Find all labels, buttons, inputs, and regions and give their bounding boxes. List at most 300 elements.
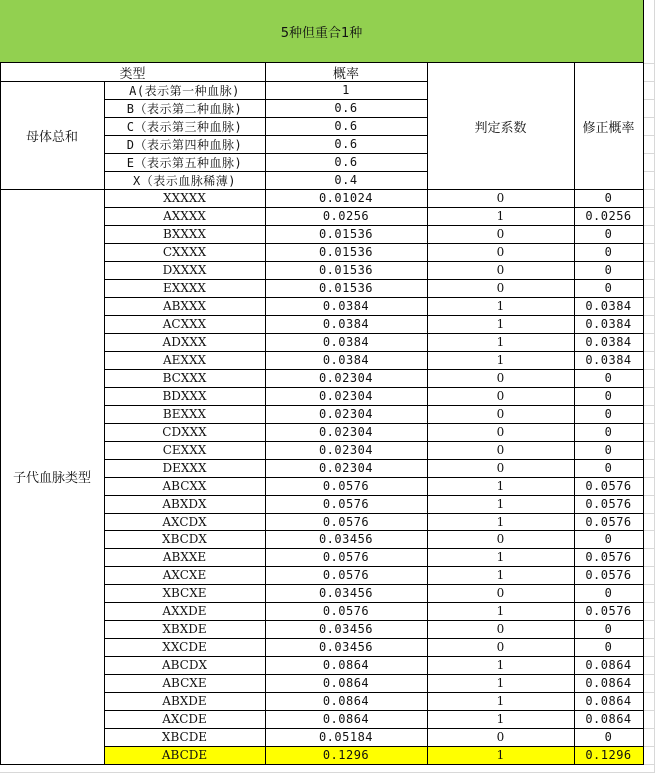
child-corrected[interactable] xyxy=(574,584,643,602)
grid-line xyxy=(643,584,655,585)
child-corrected-text: 0 xyxy=(604,532,613,546)
child-corrected-text: 0 xyxy=(604,407,613,421)
grid-line xyxy=(643,656,655,657)
child-probability-text: 0.02304 xyxy=(318,407,374,421)
child-probability-text: 0.02304 xyxy=(318,389,374,403)
child-probability-text: 0.0864 xyxy=(322,712,370,726)
child-corrected[interactable] xyxy=(574,638,643,656)
cell-border xyxy=(104,333,644,334)
child-corrected[interactable] xyxy=(574,548,643,566)
grid-line xyxy=(643,153,655,154)
title-cell[interactable] xyxy=(0,0,643,62)
child-probability-text: 0.03456 xyxy=(318,532,374,546)
child-type[interactable] xyxy=(104,459,265,477)
grid-line xyxy=(643,620,655,621)
child-probability-text: 0.0576 xyxy=(322,479,370,493)
parent-probability[interactable] xyxy=(265,171,427,189)
child-type[interactable] xyxy=(104,495,265,513)
child-corrected[interactable] xyxy=(574,530,643,548)
child-type[interactable] xyxy=(104,656,265,674)
child-type[interactable] xyxy=(104,261,265,279)
cell-border xyxy=(104,225,644,226)
child-corrected[interactable] xyxy=(574,656,643,674)
child-corrected[interactable] xyxy=(574,261,643,279)
grid-line xyxy=(643,692,655,693)
child-probability-text: 0.0576 xyxy=(322,514,370,529)
child-judge-text: 1 xyxy=(496,209,505,223)
child-corrected-text: 0.0384 xyxy=(585,353,632,367)
child-probability[interactable] xyxy=(265,656,427,674)
child-judge-text: 0 xyxy=(496,407,505,421)
child-probability[interactable] xyxy=(265,602,427,620)
cell-border xyxy=(104,387,644,388)
child-judge[interactable] xyxy=(427,620,574,638)
child-corrected-text: 0 xyxy=(604,245,613,259)
child-judge[interactable] xyxy=(427,638,574,656)
cell-border xyxy=(104,405,644,406)
child-judge[interactable] xyxy=(427,530,574,548)
child-judge-text: 1 xyxy=(496,353,505,367)
child-type-text: EXXXX xyxy=(163,281,206,295)
child-judge[interactable] xyxy=(427,674,574,692)
child-type[interactable] xyxy=(104,602,265,620)
child-probability[interactable] xyxy=(265,225,427,243)
cell-border xyxy=(104,584,644,585)
child-probability-text: 0.02304 xyxy=(318,461,374,475)
parent-type[interactable] xyxy=(104,171,265,189)
child-type[interactable] xyxy=(104,530,265,548)
parent-probability[interactable] xyxy=(265,117,427,135)
parent-type[interactable] xyxy=(104,153,265,171)
child-judge[interactable] xyxy=(427,566,574,584)
child-type[interactable] xyxy=(104,513,265,530)
child-type[interactable] xyxy=(104,746,265,764)
child-group-label-text: 子代血脉类型 xyxy=(12,471,91,486)
child-judge[interactable] xyxy=(427,692,574,710)
child-probability[interactable] xyxy=(265,459,427,477)
child-type[interactable] xyxy=(104,620,265,638)
child-type-text: XBCDE xyxy=(161,730,208,744)
child-corrected[interactable] xyxy=(574,369,643,387)
child-type-text: ACXXX xyxy=(162,317,207,331)
child-corrected[interactable] xyxy=(574,441,643,459)
child-probability-text: 0.0864 xyxy=(322,658,370,672)
cell-border xyxy=(104,243,644,244)
child-type-text: CDXXX xyxy=(162,425,207,439)
grid-line xyxy=(643,710,655,711)
parent-type[interactable] xyxy=(104,81,265,99)
child-probability[interactable] xyxy=(265,243,427,261)
child-type[interactable] xyxy=(104,333,265,351)
child-judge-text: 1 xyxy=(496,299,505,313)
child-corrected[interactable] xyxy=(574,423,643,441)
child-judge[interactable] xyxy=(427,459,574,477)
child-judge-text: 0 xyxy=(496,532,505,546)
header-corrected-text: 修正概率 xyxy=(582,120,635,136)
child-probability-text: 0.05184 xyxy=(318,730,374,744)
child-judge-text: 1 xyxy=(496,658,505,672)
parent-group-label[interactable] xyxy=(0,81,104,189)
child-corrected-text: 0.0864 xyxy=(585,712,632,726)
child-type[interactable] xyxy=(104,710,265,728)
grid-line xyxy=(643,495,655,496)
child-judge-text: 1 xyxy=(496,676,505,690)
child-type-text: ABCDX xyxy=(161,658,208,672)
child-judge[interactable] xyxy=(427,369,574,387)
header-type[interactable] xyxy=(0,63,265,81)
grid-line xyxy=(643,63,655,64)
child-probability[interactable] xyxy=(265,279,427,297)
child-judge-text: 0 xyxy=(496,461,505,475)
child-probability-text: 0.01536 xyxy=(318,245,374,259)
grid-line xyxy=(643,243,655,244)
child-type-text: CXXXX xyxy=(162,245,207,259)
child-corrected-text: 0 xyxy=(604,730,613,744)
grid-line xyxy=(643,764,655,765)
child-judge[interactable] xyxy=(427,513,574,530)
cell-border xyxy=(104,728,644,729)
parent-group-label-text: 母体总和 xyxy=(25,129,78,145)
child-probability[interactable] xyxy=(265,351,427,369)
child-probability[interactable] xyxy=(265,315,427,333)
child-probability[interactable] xyxy=(265,620,427,638)
child-type[interactable] xyxy=(104,548,265,566)
grid-line xyxy=(643,566,655,567)
cell-border xyxy=(104,692,644,693)
child-judge-text: 0 xyxy=(496,443,505,457)
parent-probability-text: 0.6 xyxy=(334,155,358,169)
child-judge-text: 0 xyxy=(496,730,505,744)
cell-border xyxy=(104,369,644,370)
grid-line xyxy=(643,171,655,172)
child-type[interactable] xyxy=(104,477,265,495)
cell-border xyxy=(427,62,428,765)
child-corrected[interactable] xyxy=(574,387,643,405)
child-type[interactable] xyxy=(104,297,265,315)
child-probability-text: 0.0576 xyxy=(322,568,370,582)
grid-line xyxy=(643,638,655,639)
child-probability[interactable] xyxy=(265,477,427,495)
child-judge[interactable] xyxy=(427,225,574,243)
child-judge-text: 1 xyxy=(496,604,505,618)
cell-border xyxy=(104,207,644,208)
parent-probability[interactable] xyxy=(265,153,427,171)
child-type-text: XBCDX xyxy=(162,532,207,546)
child-type[interactable] xyxy=(104,728,265,746)
child-type[interactable] xyxy=(104,387,265,405)
child-corrected[interactable] xyxy=(574,566,643,584)
grid-line xyxy=(643,405,655,406)
child-probability[interactable] xyxy=(265,513,427,530)
child-probability-text: 0.0384 xyxy=(322,299,370,313)
child-probability-text: 0.0384 xyxy=(322,353,370,367)
child-judge[interactable] xyxy=(427,441,574,459)
child-type-text: XBXDE xyxy=(162,622,207,636)
child-judge[interactable] xyxy=(427,261,574,279)
grid-line xyxy=(643,99,655,100)
parent-probability[interactable] xyxy=(265,135,427,153)
child-probability[interactable] xyxy=(265,746,427,764)
child-corrected[interactable] xyxy=(574,351,643,369)
grid-line xyxy=(643,674,655,675)
child-judge-text: 0 xyxy=(496,281,505,295)
child-probability[interactable] xyxy=(265,441,427,459)
parent-probability-text: 0.4 xyxy=(334,173,358,187)
child-corrected-text: 0.0576 xyxy=(585,497,632,511)
child-judge[interactable] xyxy=(427,710,574,728)
child-corrected-text: 0 xyxy=(604,227,613,241)
child-probability[interactable] xyxy=(265,333,427,351)
child-judge[interactable] xyxy=(427,548,574,566)
child-corrected[interactable] xyxy=(574,728,643,746)
child-corrected[interactable] xyxy=(574,405,643,423)
grid-line xyxy=(643,746,655,747)
child-judge[interactable] xyxy=(427,423,574,441)
child-judge-text: 0 xyxy=(496,640,505,654)
child-probability[interactable] xyxy=(265,710,427,728)
child-probability[interactable] xyxy=(265,495,427,513)
child-corrected[interactable] xyxy=(574,477,643,495)
child-type[interactable] xyxy=(104,692,265,710)
parent-probability-text: 0.6 xyxy=(334,137,358,151)
child-corrected[interactable] xyxy=(574,279,643,297)
child-probability-text: 0.0864 xyxy=(322,676,370,690)
child-corrected[interactable] xyxy=(574,459,643,477)
child-corrected[interactable] xyxy=(574,620,643,638)
cell-border xyxy=(0,62,1,765)
child-corrected-text: 0.0576 xyxy=(585,568,632,582)
grid-line xyxy=(643,513,655,514)
child-judge[interactable] xyxy=(427,495,574,513)
cell-border xyxy=(104,530,644,531)
child-judge-text: 1 xyxy=(496,694,505,708)
child-judge[interactable] xyxy=(427,351,574,369)
child-type-text: ABXXX xyxy=(162,299,207,313)
parent-type[interactable] xyxy=(104,135,265,153)
child-corrected[interactable] xyxy=(574,513,643,530)
child-corrected[interactable] xyxy=(574,189,643,207)
child-type[interactable] xyxy=(104,189,265,207)
child-probability[interactable] xyxy=(265,261,427,279)
cell-border xyxy=(104,746,644,747)
parent-probability[interactable] xyxy=(265,81,427,99)
grid-line xyxy=(643,261,655,262)
child-corrected-text: 0.0384 xyxy=(585,335,632,349)
grid-line xyxy=(643,441,655,442)
child-corrected-text: 0 xyxy=(604,586,613,600)
child-type[interactable] xyxy=(104,584,265,602)
child-type[interactable] xyxy=(104,369,265,387)
child-corrected-text: 0 xyxy=(604,425,613,439)
child-probability-text: 0.1296 xyxy=(322,748,370,762)
header-probability[interactable] xyxy=(265,63,427,81)
cell-border xyxy=(643,0,644,765)
child-type-text: AXXXX xyxy=(163,209,206,223)
child-judge[interactable] xyxy=(427,333,574,351)
parent-type-text: C（表示第三种血脉) xyxy=(126,119,243,134)
child-probability[interactable] xyxy=(265,548,427,566)
child-corrected-text: 0.0864 xyxy=(585,694,632,708)
child-judge[interactable] xyxy=(427,243,574,261)
child-judge[interactable] xyxy=(427,746,574,764)
child-type-text: ABXDX xyxy=(162,497,207,511)
parent-type[interactable] xyxy=(104,99,265,117)
child-corrected[interactable] xyxy=(574,692,643,710)
child-judge[interactable] xyxy=(427,189,574,207)
child-corrected[interactable] xyxy=(574,315,643,333)
parent-probability-text: 0.6 xyxy=(334,101,358,115)
child-corrected[interactable] xyxy=(574,333,643,351)
parent-type-text: A(表示第一种血脉) xyxy=(129,83,240,98)
child-corrected[interactable] xyxy=(574,225,643,243)
child-probability-text: 0.0864 xyxy=(322,694,370,708)
child-probability[interactable] xyxy=(265,369,427,387)
child-probability[interactable] xyxy=(265,423,427,441)
child-probability[interactable] xyxy=(265,297,427,315)
child-probability-text: 0.0384 xyxy=(322,317,370,331)
child-probability[interactable] xyxy=(265,387,427,405)
child-type-text: DEXXX xyxy=(162,461,207,475)
child-judge[interactable] xyxy=(427,387,574,405)
cell-border xyxy=(104,548,644,549)
grid-line xyxy=(643,548,655,549)
child-type[interactable] xyxy=(104,243,265,261)
child-corrected[interactable] xyxy=(574,243,643,261)
child-judge[interactable] xyxy=(427,728,574,746)
child-probability[interactable] xyxy=(265,189,427,207)
child-probability-text: 0.01536 xyxy=(318,263,374,277)
header-corrected[interactable] xyxy=(574,63,643,189)
parent-type[interactable] xyxy=(104,117,265,135)
child-probability[interactable] xyxy=(265,674,427,692)
child-type[interactable] xyxy=(104,405,265,423)
child-corrected-text: 0.0576 xyxy=(585,514,632,529)
cell-border xyxy=(104,638,644,639)
child-type[interactable] xyxy=(104,207,265,225)
child-type[interactable] xyxy=(104,441,265,459)
child-probability[interactable] xyxy=(265,405,427,423)
child-corrected-text: 0 xyxy=(604,191,613,205)
child-probability-text: 0.02304 xyxy=(318,371,374,385)
child-corrected-text: 0 xyxy=(604,640,613,654)
child-judge-text: 1 xyxy=(496,335,505,349)
parent-probability-text: 0.6 xyxy=(334,119,358,133)
child-probability-text: 0.0576 xyxy=(322,497,370,511)
child-judge[interactable] xyxy=(427,207,574,225)
grid-line xyxy=(643,225,655,226)
child-probability[interactable] xyxy=(265,207,427,225)
child-type[interactable] xyxy=(104,315,265,333)
child-corrected[interactable] xyxy=(574,674,643,692)
child-type-text: BXXXX xyxy=(163,227,206,241)
child-type[interactable] xyxy=(104,225,265,243)
cell-border xyxy=(574,62,575,765)
cell-border xyxy=(104,351,644,352)
child-type-text: AXCDX xyxy=(162,514,207,529)
child-judge[interactable] xyxy=(427,315,574,333)
child-probability-text: 0.0576 xyxy=(322,604,370,618)
child-type-text: ABXXE xyxy=(162,550,207,564)
child-judge[interactable] xyxy=(427,656,574,674)
cell-border xyxy=(0,62,644,63)
child-probability[interactable] xyxy=(265,638,427,656)
child-corrected-text: 0.1296 xyxy=(585,748,632,762)
child-corrected[interactable] xyxy=(574,207,643,225)
child-type[interactable] xyxy=(104,566,265,584)
cell-border xyxy=(104,135,428,136)
child-group-label[interactable] xyxy=(0,189,104,764)
parent-probability[interactable] xyxy=(265,99,427,117)
child-type-text: ABCXE xyxy=(162,676,207,690)
child-corrected-text: 0.0576 xyxy=(585,550,632,564)
child-corrected-text: 0 xyxy=(604,263,613,277)
grid-line xyxy=(643,315,655,316)
child-judge-text: 1 xyxy=(496,479,505,493)
child-judge[interactable] xyxy=(427,297,574,315)
child-corrected[interactable] xyxy=(574,602,643,620)
child-type[interactable] xyxy=(104,638,265,656)
child-judge-text: 1 xyxy=(496,748,505,762)
child-corrected[interactable] xyxy=(574,710,643,728)
child-corrected[interactable] xyxy=(574,297,643,315)
grid-line xyxy=(643,333,655,334)
child-corrected[interactable] xyxy=(574,495,643,513)
cell-border xyxy=(104,261,644,262)
child-type-text: XXXXX xyxy=(163,191,206,205)
header-judge-text: 判定系数 xyxy=(474,120,527,136)
grid-line xyxy=(643,369,655,370)
child-judge[interactable] xyxy=(427,477,574,495)
child-judge[interactable] xyxy=(427,602,574,620)
cell-border xyxy=(104,279,644,280)
child-judge-text: 1 xyxy=(496,568,505,582)
child-judge-text: 1 xyxy=(496,317,505,331)
child-corrected-text: 0.0384 xyxy=(585,299,632,313)
child-judge[interactable] xyxy=(427,405,574,423)
child-judge-text: 0 xyxy=(496,622,505,636)
child-probability-text: 0.01024 xyxy=(318,191,374,205)
child-judge[interactable] xyxy=(427,279,574,297)
child-type[interactable] xyxy=(104,674,265,692)
child-probability-text: 0.03456 xyxy=(318,640,374,654)
child-type-text: CEXXX xyxy=(162,443,207,457)
child-judge-text: 0 xyxy=(496,263,505,277)
child-probability-text: 0.03456 xyxy=(318,586,374,600)
child-probability[interactable] xyxy=(265,566,427,584)
child-type[interactable] xyxy=(104,423,265,441)
header-judge[interactable] xyxy=(427,63,574,189)
cell-border xyxy=(0,764,644,765)
child-type[interactable] xyxy=(104,351,265,369)
child-probability[interactable] xyxy=(265,584,427,602)
child-probability[interactable] xyxy=(265,728,427,746)
child-probability[interactable] xyxy=(265,530,427,548)
grid-line xyxy=(643,530,655,531)
child-corrected[interactable] xyxy=(574,746,643,764)
child-corrected-text: 0.0576 xyxy=(585,604,632,618)
child-type[interactable] xyxy=(104,279,265,297)
cell-border xyxy=(104,656,644,657)
grid-line xyxy=(643,189,655,190)
child-judge[interactable] xyxy=(427,584,574,602)
grid-line xyxy=(643,387,655,388)
child-probability[interactable] xyxy=(265,692,427,710)
child-corrected-text: 0.0256 xyxy=(585,209,632,223)
grid-line xyxy=(643,117,655,118)
child-probability-text: 0.01536 xyxy=(318,227,374,241)
parent-type-text: D（表示第四种血脉) xyxy=(126,137,243,152)
child-type-text: AXXDE xyxy=(162,604,207,618)
